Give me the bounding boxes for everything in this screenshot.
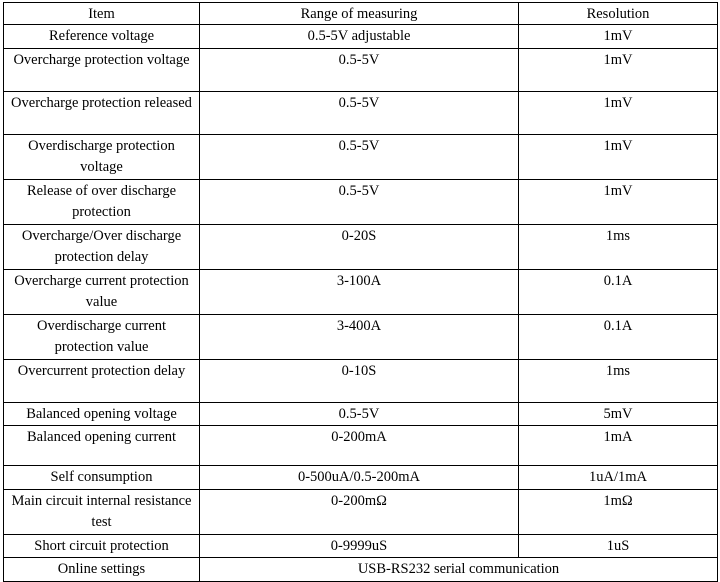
- cell-item: Overdischarge current protection value: [4, 314, 200, 359]
- cell-range: 0-10S: [200, 359, 519, 402]
- footer-row: [4, 558, 718, 582]
- table-row: [4, 359, 718, 402]
- cell-item: Overcharge/Over discharge protection delay: [4, 224, 200, 269]
- cell-range: 0.5-5V: [200, 402, 519, 426]
- cell-resolution: 1mV: [519, 25, 718, 49]
- header-range: Range of measuring: [200, 3, 519, 25]
- table-row: [4, 466, 718, 490]
- cell-range: 0.5-5V adjustable: [200, 25, 519, 49]
- cell-resolution: 1uS: [519, 534, 718, 558]
- table-row: [4, 489, 718, 534]
- table-row: [4, 25, 718, 49]
- cell-range: 0.5-5V: [200, 134, 519, 179]
- cell-item: Overcurrent protection delay: [4, 359, 200, 402]
- table-row: [4, 426, 718, 466]
- table-row: [4, 269, 718, 314]
- cell-range: 0-200mA: [200, 426, 519, 466]
- cell-range: 0.5-5V: [200, 179, 519, 224]
- cell-item: Balanced opening voltage: [4, 402, 200, 426]
- cell-range: 0.5-5V: [200, 91, 519, 134]
- cell-resolution: 1mV: [519, 179, 718, 224]
- table-row: [4, 134, 718, 179]
- header-resolution: Resolution: [519, 3, 718, 25]
- table-row: [4, 224, 718, 269]
- cell-resolution: 0.1A: [519, 314, 718, 359]
- cell-resolution: 1mV: [519, 91, 718, 134]
- cell-item: Balanced opening current: [4, 426, 200, 466]
- cell-resolution: 5mV: [519, 402, 718, 426]
- spec-table: [3, 2, 718, 582]
- table-row: [4, 314, 718, 359]
- cell-resolution: 1mΩ: [519, 489, 718, 534]
- cell-item: Reference voltage: [4, 25, 200, 49]
- table-row: [4, 402, 718, 426]
- cell-item: Online settings: [4, 558, 200, 582]
- cell-resolution: 1mA: [519, 426, 718, 466]
- cell-item: Overcharge current protection value: [4, 269, 200, 314]
- cell-range: 3-400A: [200, 314, 519, 359]
- cell-resolution: 1mV: [519, 48, 718, 91]
- cell-item: Self consumption: [4, 466, 200, 490]
- cell-item: Overdischarge protection voltage: [4, 134, 200, 179]
- cell-online-settings: USB-RS232 serial communication: [200, 558, 718, 582]
- cell-resolution: 1mV: [519, 134, 718, 179]
- cell-range: 0-500uA/0.5-200mA: [200, 466, 519, 490]
- cell-item: Overcharge protection voltage: [4, 48, 200, 91]
- cell-item: Release of over discharge protection: [4, 179, 200, 224]
- table-row: [4, 48, 718, 91]
- cell-range: 0.5-5V: [200, 48, 519, 91]
- table-row: [4, 534, 718, 558]
- cell-item: Overcharge protection released: [4, 91, 200, 134]
- header-item: Item: [4, 3, 200, 25]
- header-row: [4, 3, 718, 25]
- cell-item: Short circuit protection: [4, 534, 200, 558]
- cell-resolution: 0.1A: [519, 269, 718, 314]
- cell-range: 0-200mΩ: [200, 489, 519, 534]
- cell-range: 0-20S: [200, 224, 519, 269]
- cell-item: Main circuit internal resistance test: [4, 489, 200, 534]
- table-row: [4, 179, 718, 224]
- cell-range: 0-9999uS: [200, 534, 519, 558]
- table-row: [4, 91, 718, 134]
- cell-resolution: 1ms: [519, 224, 718, 269]
- cell-resolution: 1uA/1mA: [519, 466, 718, 490]
- cell-range: 3-100A: [200, 269, 519, 314]
- cell-resolution: 1ms: [519, 359, 718, 402]
